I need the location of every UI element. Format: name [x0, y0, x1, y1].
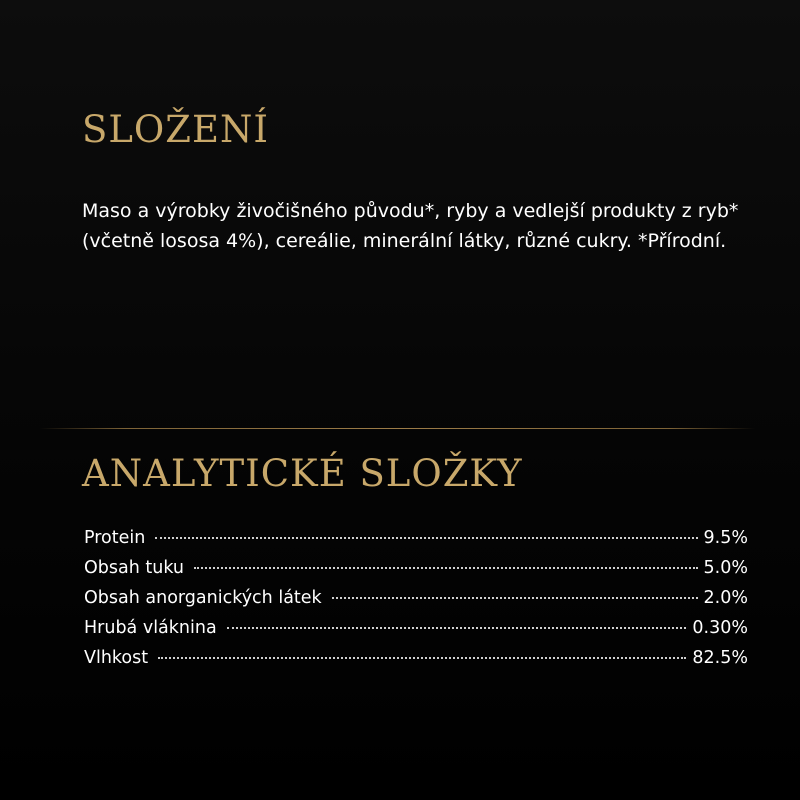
analytics-label: Obsah tuku — [84, 558, 185, 578]
analytics-label: Vlhkost — [84, 648, 149, 668]
analytics-row-ash — [84, 588, 748, 618]
analytics-value: 82.5% — [692, 648, 748, 668]
section-divider — [40, 428, 755, 429]
analytics-title: ANALYTICKÉ SLOŽKY — [82, 452, 523, 495]
dotted-leader — [194, 567, 698, 569]
analytics-row-fat — [84, 558, 748, 588]
analytics-label: Obsah anorganických látek — [84, 588, 322, 608]
analytics-row-moisture — [84, 648, 748, 678]
analytics-row-protein — [84, 528, 748, 558]
analytics-value: 5.0% — [703, 558, 748, 578]
dotted-leader — [155, 537, 697, 539]
analytics-label: Hrubá vláknina — [84, 618, 217, 638]
dotted-leader — [332, 597, 698, 599]
analytics-row-fibre — [84, 618, 748, 648]
composition-text: Maso a výrobky živočišného původu*, ryby a vedlejší produkty z ryb* (včetně lososa 4%), cereálie, minerální látky, různé cukry. *Přírodní. — [82, 200, 739, 252]
analytics-value: 0.30% — [692, 618, 748, 638]
analytics-value: 9.5% — [703, 528, 748, 548]
dotted-leader — [158, 657, 686, 659]
analytics-value: 2.0% — [703, 588, 748, 608]
composition-title: SLOŽENÍ — [82, 108, 269, 151]
analytics-label: Protein — [84, 528, 146, 548]
analytics-list — [84, 528, 748, 678]
dotted-leader — [227, 627, 687, 629]
